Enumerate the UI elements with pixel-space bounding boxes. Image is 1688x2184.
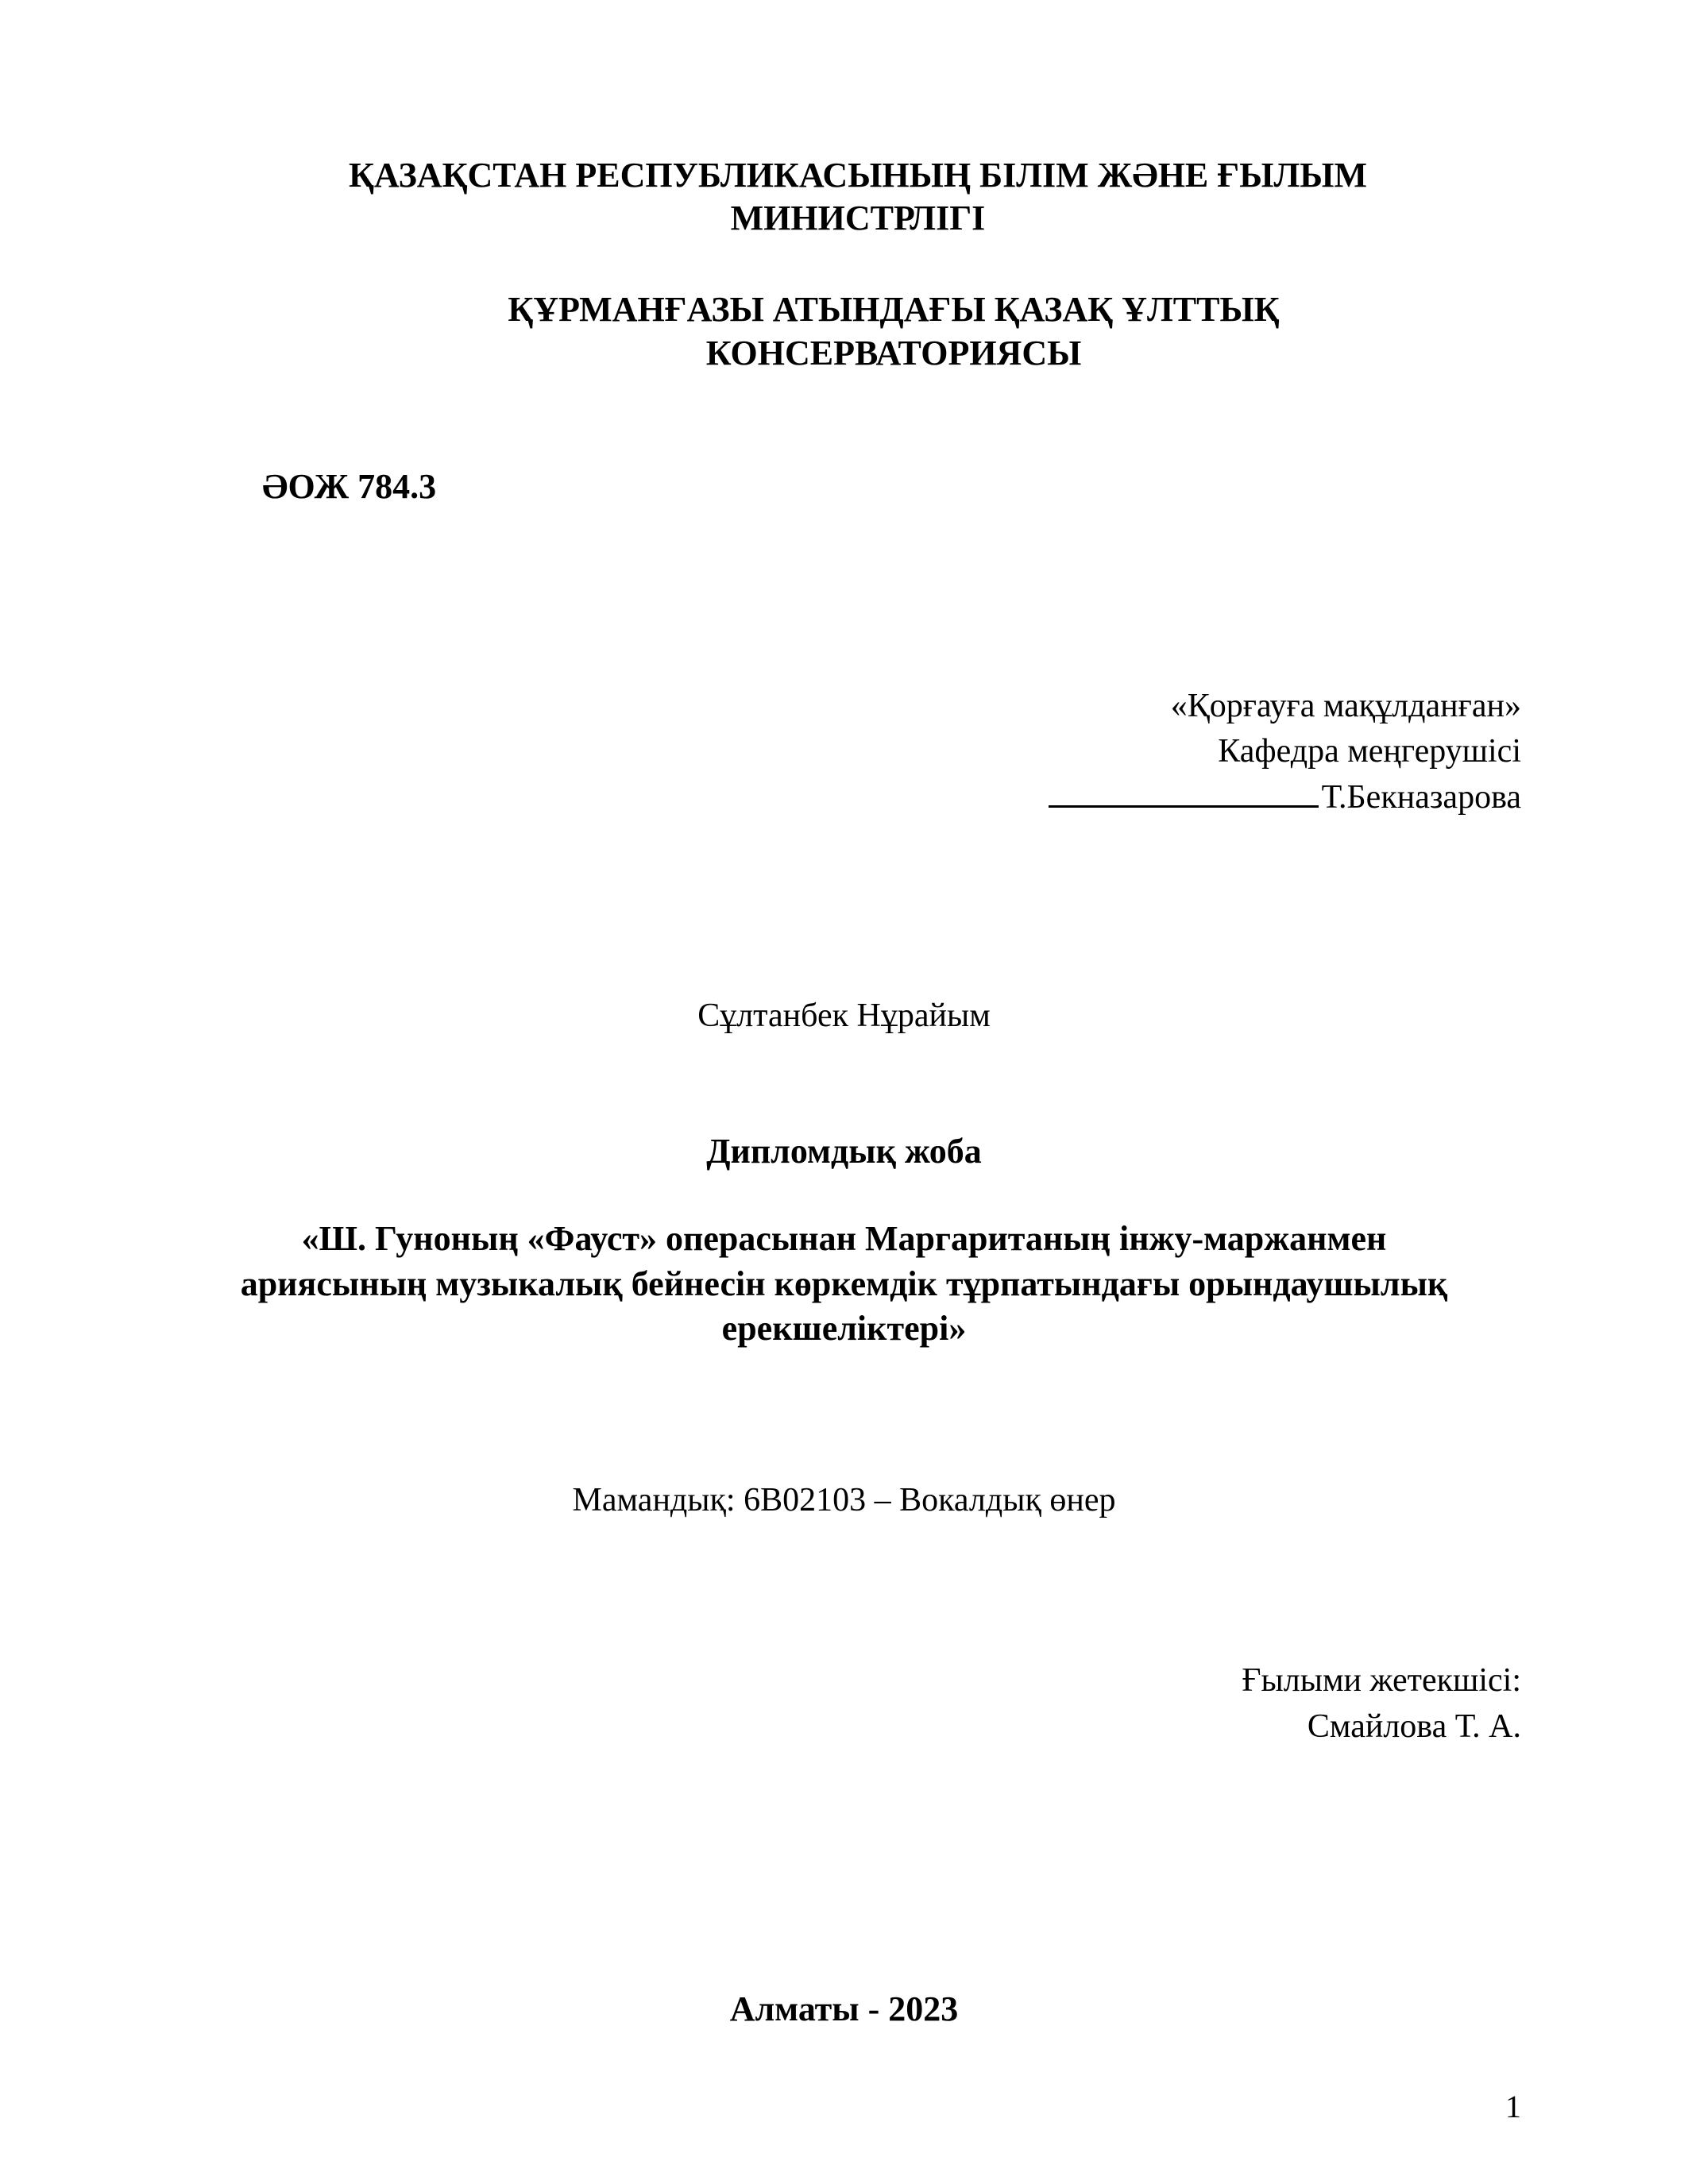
signature-line bbox=[1049, 778, 1319, 808]
department-head-name: Т.Бекназарова bbox=[1321, 779, 1521, 816]
approval-stamp-text: «Қорғауға мақұлданған» bbox=[1170, 688, 1521, 724]
ministry-title-line-2: МИНИСТРЛІГІ bbox=[730, 199, 986, 237]
page-number: 1 bbox=[1505, 2089, 1521, 2124]
udc-code: ӘОЖ 784.3 bbox=[262, 467, 437, 506]
thesis-title-line-1: «Ш. Гуноның «Фауст» операсынан Маргаританың інжу-маржанмен bbox=[301, 1219, 1387, 1258]
department-head-signature bbox=[1049, 778, 1521, 816]
institution-name-line-1: ҚҰРМАНҒАЗЫ АТЫНДАҒЫ ҚАЗАҚ ҰЛТТЫҚ bbox=[508, 290, 1280, 329]
thesis-title-line-2: ариясының музыкалық бейнесін көркемдік тұрпатындағы орындаушылық bbox=[240, 1264, 1448, 1303]
institution-name-line-2: КОНСЕРВАТОРИЯСЫ bbox=[705, 334, 1082, 372]
author-name: Сұлтанбек Нұрайым bbox=[697, 997, 991, 1034]
department-head-label: Кафедра меңгерушісі bbox=[1218, 733, 1521, 770]
supervisor-label: Ғылыми жетекшісі: bbox=[1242, 1662, 1521, 1699]
supervisor-name: Смайлова Т. А. bbox=[1307, 1708, 1521, 1745]
thesis-title-line-3: ерекшеліктері» bbox=[721, 1309, 967, 1348]
city-year: Алматы - 2023 bbox=[729, 1989, 959, 2028]
work-type: Дипломдық жоба bbox=[706, 1132, 982, 1171]
specialty: Мамандық: 6В02103 – Вокалдық өнер bbox=[572, 1482, 1116, 1518]
ministry-title-line-1: ҚАЗАҚСТАН РЕСПУБЛИКАСЫНЫҢ БІЛІМ ЖӘНЕ ҒЫЛЫМ bbox=[348, 156, 1367, 195]
